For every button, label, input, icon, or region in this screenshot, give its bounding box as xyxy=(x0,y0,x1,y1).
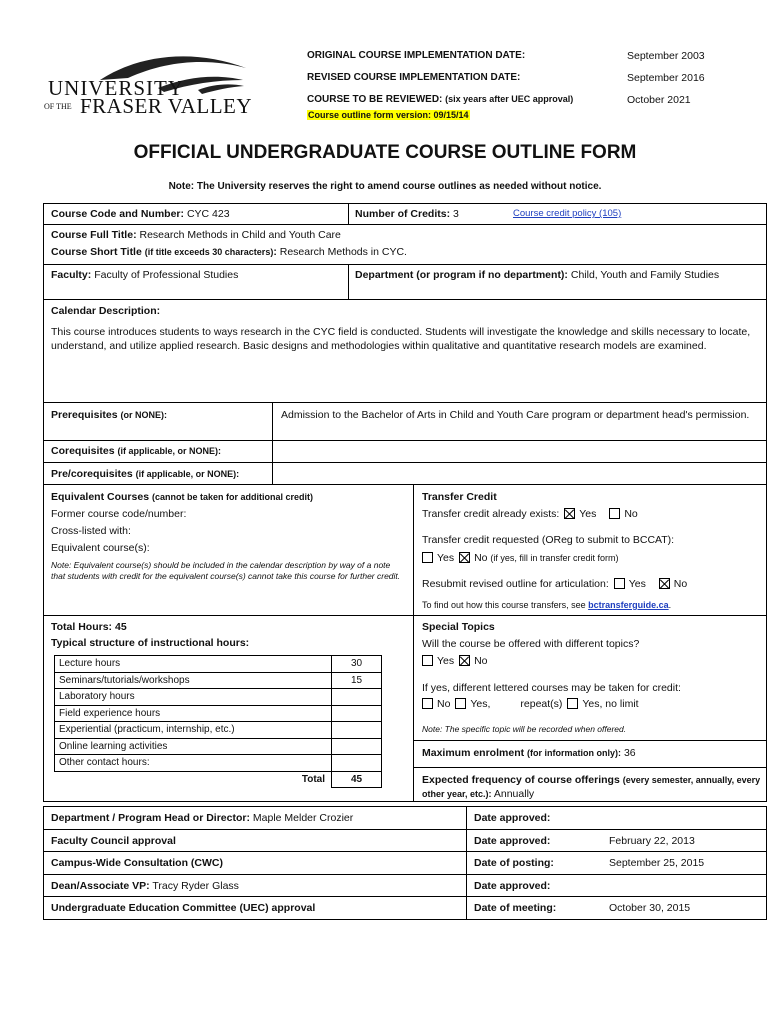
prereq-label: Prerequisites xyxy=(51,409,118,421)
divider xyxy=(466,852,467,874)
original-date-label: ORIGINAL COURSE IMPLEMENTATION DATE: xyxy=(307,50,526,61)
former-course-label: Former course code/number: xyxy=(51,508,187,520)
hours-total-value: 45 xyxy=(332,771,382,788)
review-date-note: (six years after UEC approval) xyxy=(445,94,574,104)
max-enrolment-note: (for information only): xyxy=(527,748,622,758)
lettered-no-checkbox[interactable] xyxy=(422,698,433,709)
specific-topic-note: Note: The specific topic will be recorded when offered. xyxy=(422,724,627,734)
transfer-exists-no-label: No xyxy=(624,508,638,520)
approval-label: Undergraduate Education Committee (UEC) approval xyxy=(51,902,316,914)
special-no-checkbox[interactable] xyxy=(459,655,470,666)
course-dates xyxy=(307,50,737,116)
precoreq-label: Pre/corequisites xyxy=(51,468,133,480)
hours-total-row xyxy=(55,771,382,788)
approval-row xyxy=(43,896,767,920)
precoreq-note: (if applicable, or NONE): xyxy=(135,469,240,479)
equivalent-label: Equivalent Courses xyxy=(51,491,150,503)
approval-row xyxy=(43,874,767,898)
approval-date-label: Date approved: xyxy=(474,812,551,824)
find-out-end: . xyxy=(668,600,672,610)
frequency-label: Expected frequency of course offerings xyxy=(422,774,620,786)
course-code-value: CYC 423 xyxy=(186,208,230,220)
hours-row-label: Field experience hours xyxy=(55,705,332,722)
credit-policy-link[interactable]: Course credit policy (105) xyxy=(513,208,622,219)
hours-table xyxy=(54,655,382,788)
course-code-label: Course Code and Number: xyxy=(51,208,185,220)
hours-row xyxy=(55,722,382,739)
max-enrolment-value: 36 xyxy=(623,747,636,759)
hours-row xyxy=(55,705,382,722)
calendar-label: Calendar Description: xyxy=(51,305,161,317)
page-title: OFFICIAL UNDERGRADUATE COURSE OUTLINE FORM xyxy=(133,142,637,163)
original-date-value: September 2003 xyxy=(627,50,705,62)
divider xyxy=(348,203,349,225)
approval-label: Dean/Associate VP: xyxy=(51,879,150,892)
logo-text-of-the: OF THE xyxy=(44,102,72,111)
bctransferguide-link[interactable]: bctransferguide.ca xyxy=(588,600,669,610)
revised-date-value: September 2016 xyxy=(627,72,705,84)
hours-row-label: Experiential (practicum, internship, etc.) xyxy=(55,722,332,739)
department-value: Child, Youth and Family Studies xyxy=(570,269,720,281)
transfer-exists-label: Transfer credit already exists: xyxy=(422,508,560,520)
approval-date-value: February 22, 2013 xyxy=(609,834,695,847)
crosslisted-label: Cross-listed with: xyxy=(51,525,131,537)
lettered-yes-checkbox[interactable] xyxy=(455,698,466,709)
equivalent-courses-label: Equivalent course(s): xyxy=(51,542,150,554)
hours-row-value[interactable]: 30 xyxy=(332,656,382,673)
transfer-requested-yes-label: Yes xyxy=(437,552,455,564)
lettered-courses-text: If yes, different lettered courses may be taken for credit: xyxy=(422,682,681,694)
resubmit-yes-checkbox[interactable] xyxy=(614,578,625,589)
review-date-value: October 2021 xyxy=(627,94,691,106)
special-yes-checkbox[interactable] xyxy=(422,655,433,666)
hours-row xyxy=(55,672,382,689)
approval-label: Faculty Council approval xyxy=(51,834,176,847)
revised-date-label: REVISED COURSE IMPLEMENTATION DATE: xyxy=(307,72,521,83)
lettered-nolimit-checkbox[interactable] xyxy=(567,698,578,709)
transfer-exists-no-checkbox[interactable] xyxy=(609,508,620,519)
lettered-no-label: No xyxy=(437,698,451,710)
resubmit-no-label: No xyxy=(673,578,688,590)
coreq-label: Corequisites xyxy=(51,445,115,457)
transfer-exists-yes-label: Yes xyxy=(579,508,597,520)
lettered-nolimit-label: Yes, no limit xyxy=(582,698,639,710)
form-version: Course outline form version: 09/15/14 xyxy=(308,110,469,120)
divider xyxy=(466,807,467,829)
approval-date-value: October 30, 2015 xyxy=(609,902,691,914)
max-enrolment-label: Maximum enrolment xyxy=(422,747,525,759)
approval-date-label: Date of posting: xyxy=(474,857,554,869)
divider xyxy=(466,830,467,852)
approval-row xyxy=(43,829,767,853)
hours-row-value[interactable] xyxy=(332,755,382,772)
hours-row xyxy=(55,689,382,706)
approval-date-label: Date approved: xyxy=(474,879,551,892)
resubmit-no-checkbox[interactable] xyxy=(659,578,670,589)
logo-text-university: UNIVERSITY xyxy=(48,76,184,100)
approval-row xyxy=(43,806,767,830)
credits-label: Number of Credits: xyxy=(355,208,451,220)
approval-label: Campus-Wide Consultation (CWC) xyxy=(51,857,223,869)
divider xyxy=(348,264,349,300)
hours-row-label: Other contact hours: xyxy=(55,755,332,772)
divider xyxy=(466,875,467,897)
coreq-note: (if applicable, or NONE): xyxy=(117,446,222,456)
hours-row-value[interactable] xyxy=(332,722,382,739)
transfer-requested-label: Transfer credit requested (OReg to submit to BCCAT): xyxy=(422,534,675,546)
hours-total-label: Total xyxy=(55,771,332,788)
approval-date-value: September 25, 2015 xyxy=(609,857,705,869)
full-title-value: Research Methods in Child and Youth Care xyxy=(139,229,341,241)
amend-note: Note: The University reserves the right to amend course outlines as needed without notice. xyxy=(168,181,602,192)
lettered-yes-label: Yes, xyxy=(470,698,491,710)
hours-row xyxy=(55,755,382,772)
approval-date-label: Date approved: xyxy=(474,834,551,847)
short-title-note: (if title exceeds 30 characters) xyxy=(144,247,274,257)
hours-row-value[interactable]: 15 xyxy=(332,672,382,689)
transfer-requested-yes-checkbox[interactable] xyxy=(422,552,433,563)
approval-date-label: Date of meeting: xyxy=(474,902,557,914)
special-yes-label: Yes xyxy=(437,655,455,667)
transfer-requested-note: (if yes, fill in transfer credit form) xyxy=(490,553,619,563)
resubmit-label: Resubmit revised outline for articulation: xyxy=(422,578,609,590)
approval-value: Maple Melder Crozier xyxy=(252,812,354,824)
department-label: Department (or program if no department): xyxy=(355,269,568,281)
equivalent-note: Note: Equivalent course(s) should be included in the calendar description by way of a note that students with credit for the equivalent course(s) cannot take this course for further credit. xyxy=(51,560,401,581)
university-logo xyxy=(42,50,252,122)
prereq-note: (or NONE): xyxy=(120,410,167,420)
special-topics-label: Special Topics xyxy=(422,621,495,633)
hours-row-label: Online learning activities xyxy=(55,738,332,755)
faculty-value: Faculty of Professional Studies xyxy=(94,269,239,281)
divider xyxy=(413,767,767,768)
total-hours-label: Total Hours: xyxy=(51,621,113,633)
hours-row xyxy=(55,738,382,755)
prereq-value: Admission to the Bachelor of Arts in Child and Youth Care program or department head's permission. xyxy=(281,409,750,421)
approval-label: Department / Program Head or Director: xyxy=(51,812,250,824)
lettered-repeat-label: repeat(s) xyxy=(520,698,563,710)
transfer-requested-no-checkbox[interactable] xyxy=(459,552,470,563)
approval-value: Tracy Ryder Glass xyxy=(152,879,239,892)
frequency-value: Annually xyxy=(493,788,535,800)
approval-row xyxy=(43,851,767,875)
structure-label: Typical structure of instructional hours: xyxy=(51,637,250,649)
faculty-label: Faculty: xyxy=(51,269,92,281)
transfer-requested-no-label: No xyxy=(474,552,488,564)
short-title-value: Research Methods in CYC. xyxy=(279,246,407,258)
hours-row-label: Laboratory hours xyxy=(55,689,332,706)
review-date-label: COURSE TO BE REVIEWED: xyxy=(307,94,443,105)
special-topics-question: Will the course be offered with different topics? xyxy=(422,638,640,650)
total-hours-value: 45 xyxy=(114,621,127,633)
frequency-note: (every semester, annually, every other year, etc.): xyxy=(422,775,761,799)
find-out-text: To find out how this course transfers, see xyxy=(422,600,586,610)
calendar-text: This course introduces students to ways research in the CYC field is conducted. Students will investigate the knowledge and skills necessary to locate, understand, and utilize applied research. Basic designs and methodologies within qualitative and quantitative research models are examined. xyxy=(51,326,751,352)
equivalent-label-note: (cannot be taken for additional credit) xyxy=(151,492,313,502)
transfer-credit-label: Transfer Credit xyxy=(422,491,497,503)
divider xyxy=(466,897,467,919)
short-title-label: Course Short Title xyxy=(51,246,142,258)
special-no-label: No xyxy=(474,655,488,667)
hours-row xyxy=(55,656,382,673)
hours-row-value[interactable] xyxy=(332,705,382,722)
hours-row-value[interactable] xyxy=(332,738,382,755)
hours-row-label: Lecture hours xyxy=(55,656,332,673)
transfer-exists-yes-checkbox[interactable] xyxy=(564,508,575,519)
credits-value: 3 xyxy=(453,208,459,220)
resubmit-yes-label: Yes xyxy=(628,578,646,590)
hours-row-label: Seminars/tutorials/workshops xyxy=(55,672,332,689)
hours-row-value[interactable] xyxy=(332,689,382,706)
logo-text-fraser-valley: FRASER VALLEY xyxy=(80,94,253,118)
full-title-label: Course Full Title: xyxy=(51,229,137,241)
